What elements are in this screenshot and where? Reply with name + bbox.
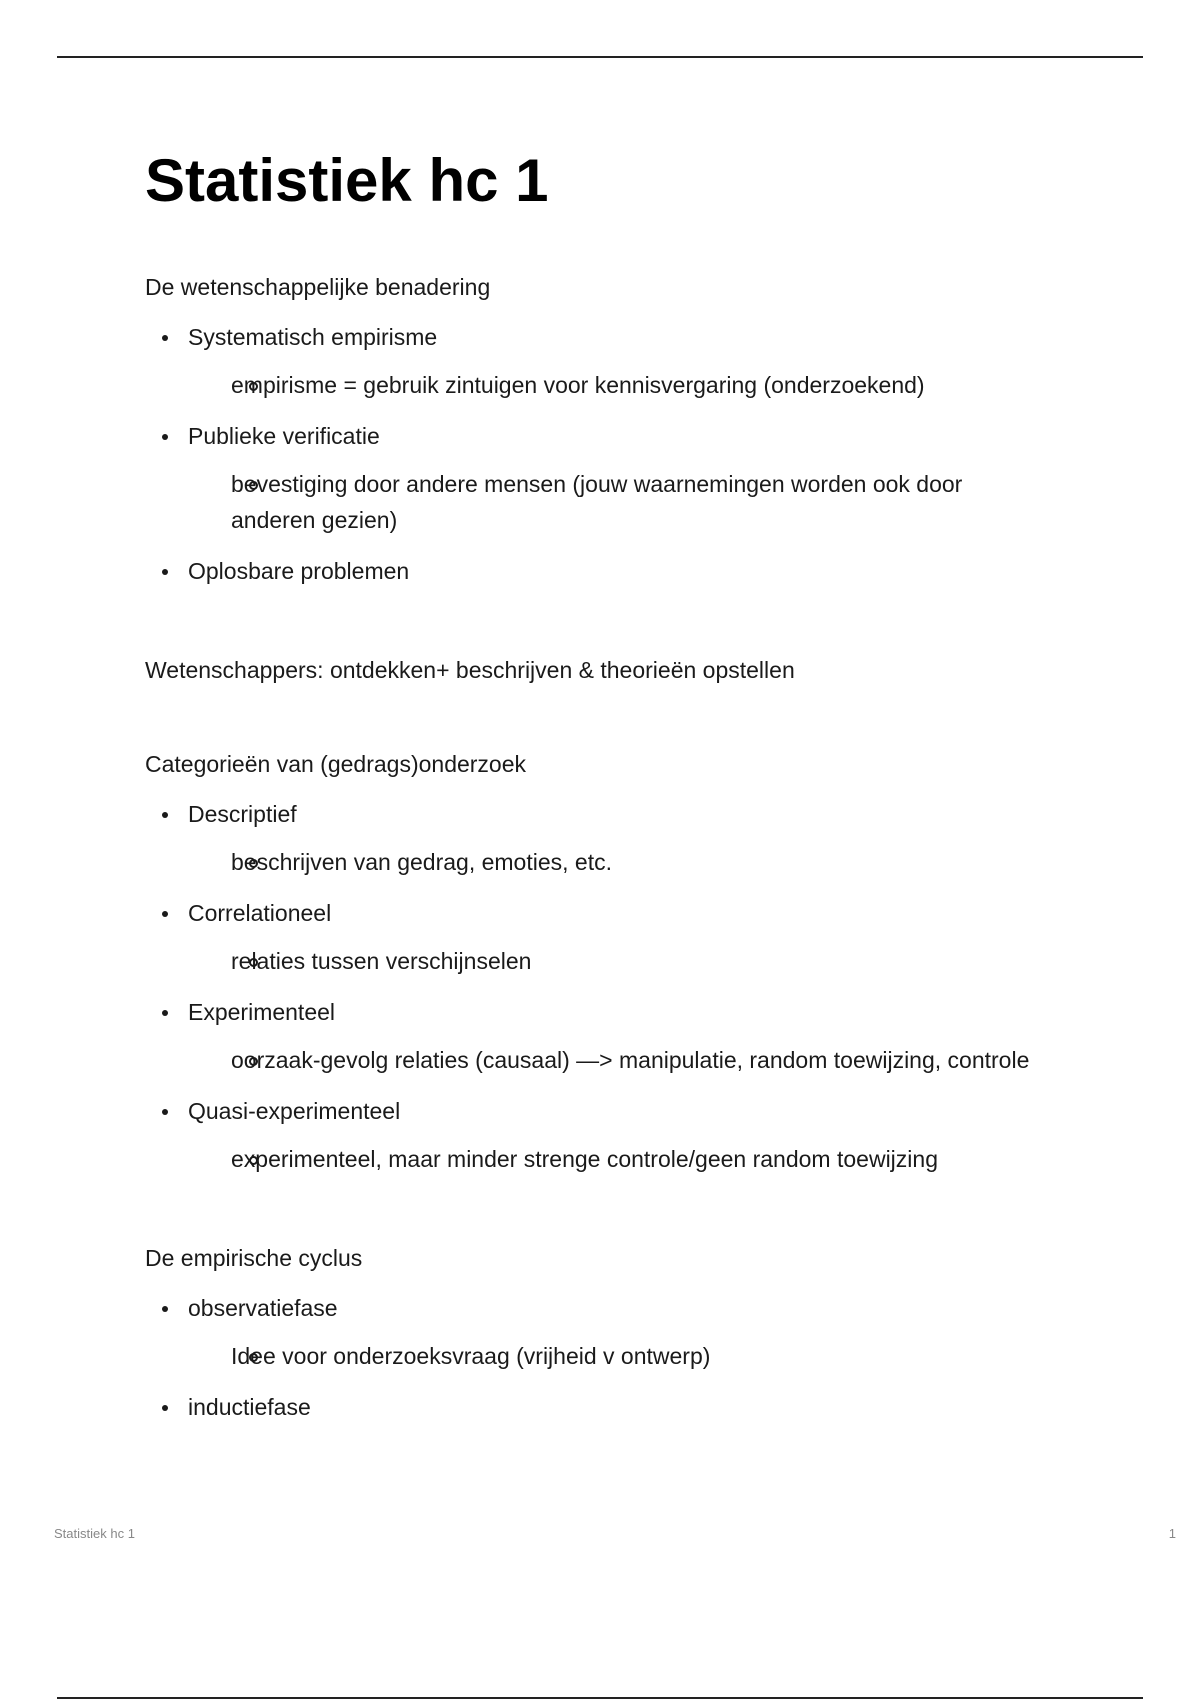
- bullet-circle-icon: [249, 1353, 258, 1362]
- bullet-dot-icon: [162, 911, 168, 917]
- sub-list-item: [188, 943, 1105, 979]
- section-wetenschappelijke-benadering: [145, 270, 1105, 589]
- sub-list: [188, 1042, 1105, 1078]
- bullet-list: [145, 319, 1105, 589]
- sub-list: [188, 943, 1105, 979]
- list-item-text: Correlationeel: [188, 900, 332, 926]
- sub-list-item-text: empirisme = gebruik zintuigen voor kennisvergaring (onderzoekend): [231, 372, 925, 398]
- bullet-dot-icon: [162, 1010, 168, 1016]
- sub-list-item: [188, 1141, 1105, 1177]
- sub-list: [188, 844, 1105, 880]
- bullet-dot-icon: [162, 434, 168, 440]
- bullet-dot-icon: [162, 569, 168, 575]
- bullet-list: [145, 796, 1105, 1177]
- section-empirische-cyclus: [145, 1241, 1105, 1425]
- list-item: [145, 319, 1105, 403]
- footer-document-title: Statistiek hc 1: [54, 1526, 135, 1541]
- bullet-dot-icon: [162, 1109, 168, 1115]
- list-item: [145, 994, 1105, 1078]
- footer-page-number: 1: [1168, 1526, 1176, 1541]
- bullet-dot-icon: [162, 1306, 168, 1312]
- bullet-circle-icon: [249, 859, 258, 868]
- sub-list-item: [188, 1042, 1105, 1078]
- section-heading: De empirische cyclus: [145, 1245, 363, 1271]
- bullet-list: [145, 1290, 1105, 1425]
- bullet-circle-icon: [249, 958, 258, 967]
- section-heading: Categorieën van (gedrags)onderzoek: [145, 751, 527, 777]
- list-item-text: observatiefase: [188, 1295, 338, 1321]
- list-item: [145, 553, 1105, 589]
- list-item: [145, 1290, 1105, 1374]
- sub-list: [188, 466, 1105, 538]
- list-item: [145, 796, 1105, 880]
- bullet-circle-icon: [249, 1156, 258, 1165]
- list-item: [145, 418, 1105, 538]
- bullet-circle-icon: [249, 481, 258, 490]
- list-item-text: Systematisch empirisme: [188, 324, 438, 350]
- sub-list-item: [188, 1338, 1105, 1374]
- sub-list-item: [188, 466, 1105, 538]
- sub-list-item-text: experimenteel, maar minder strenge controle/geen random toewijzing: [231, 1146, 938, 1172]
- section-wetenschappers: [145, 653, 1105, 687]
- sub-list-item: [188, 844, 1105, 880]
- sub-list: [188, 1141, 1105, 1177]
- bullet-dot-icon: [162, 1405, 168, 1411]
- sub-list-item-text: bevestiging door andere mensen (jouw waarnemingen worden ook door anderen gezien): [231, 471, 963, 533]
- sub-list-item-text: relaties tussen verschijnselen: [231, 948, 532, 974]
- sub-list: [188, 367, 1105, 403]
- list-item-text: Oplosbare problemen: [188, 558, 410, 584]
- bullet-circle-icon: [249, 382, 258, 391]
- bullet-dot-icon: [162, 812, 168, 818]
- list-item-text: Experimenteel: [188, 999, 336, 1025]
- top-rule: [57, 56, 1143, 58]
- section-heading: De wetenschappelijke benadering: [145, 274, 491, 300]
- bullet-circle-icon: [249, 1057, 258, 1066]
- list-item-text: Descriptief: [188, 801, 297, 827]
- section-heading: Wetenschappers: ontdekken+ beschrijven & theorieën opstellen: [145, 657, 795, 683]
- list-item: [145, 895, 1105, 979]
- sub-list-item-text: oorzaak-gevolg relaties (causaal) —> manipulatie, random toewijzing, controle: [231, 1047, 1030, 1073]
- page-title: Statistiek hc 1: [145, 147, 549, 214]
- sub-list-item: [188, 367, 1105, 403]
- list-item: [145, 1389, 1105, 1425]
- document-body: [145, 140, 1105, 1425]
- sub-list: [188, 1338, 1105, 1374]
- list-item: [145, 1093, 1105, 1177]
- list-item-text: inductiefase: [188, 1394, 311, 1420]
- list-item-text: Quasi-experimenteel: [188, 1098, 401, 1124]
- bottom-rule: [57, 1697, 1143, 1699]
- sub-list-item-text: Idee voor onderzoeksvraag (vrijheid v ontwerp): [231, 1343, 711, 1369]
- bullet-dot-icon: [162, 335, 168, 341]
- section-categorieen: [145, 747, 1105, 1177]
- sub-list-item-text: beschrijven van gedrag, emoties, etc.: [231, 849, 612, 875]
- list-item-text: Publieke verificatie: [188, 423, 380, 449]
